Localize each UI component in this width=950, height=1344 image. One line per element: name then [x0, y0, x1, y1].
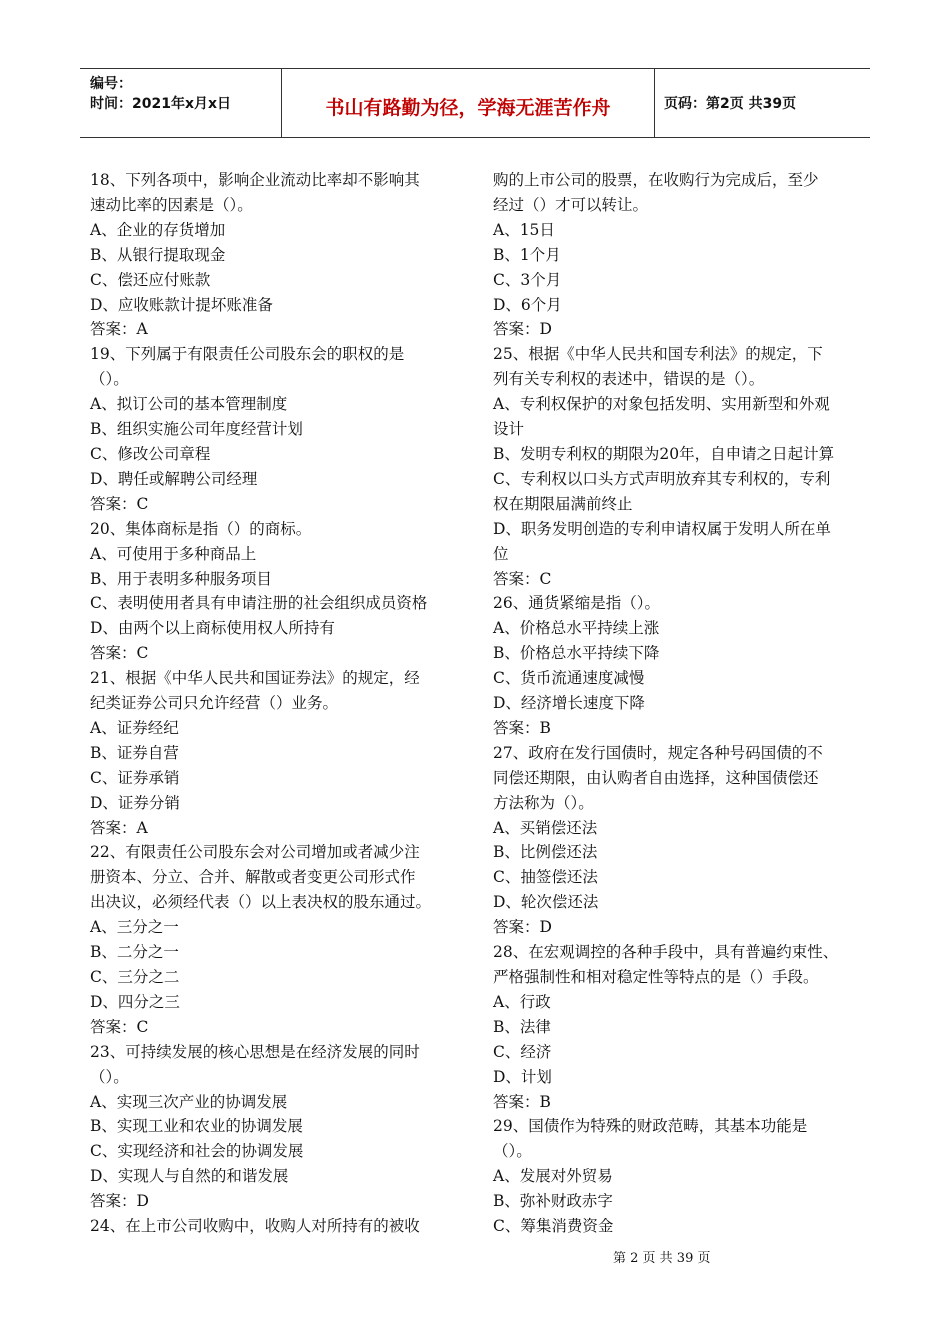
- text-line: A、拟订公司的基本管理制度: [90, 395, 288, 414]
- text-line: 24、在上市公司收购中，收购人对所持有的被收: [90, 1217, 420, 1236]
- text-line: A、发展对外贸易: [493, 1167, 613, 1186]
- text-line: 答案：D: [493, 918, 552, 937]
- text-line: 答案：B: [493, 1092, 551, 1111]
- text-line: D、轮次偿还法: [493, 893, 599, 912]
- text-line: 答案：C: [90, 1017, 149, 1036]
- text-line: B、组织实施公司年度经营计划: [90, 420, 303, 439]
- text-line: A、实现三次产业的协调发展: [90, 1092, 288, 1111]
- text-line: A、可使用于多种商品上: [90, 544, 257, 563]
- text-line: A、价格总水平持续上涨: [493, 619, 660, 638]
- text-line: B、证券自营: [90, 743, 179, 762]
- text-line: A、行政: [493, 992, 551, 1011]
- text-line: C、货币流通速度减慢: [493, 669, 645, 688]
- text-line: 21、根据《中华人民共和国证券法》的规定，经: [90, 669, 420, 688]
- text-line: 购的上市公司的股票，在收购行为完成后，至少: [493, 171, 819, 189]
- text-line: A、15日: [493, 220, 555, 239]
- text-line: C、经济: [493, 1042, 552, 1061]
- text-line: 严格强制性和相对稳定性等特点的是（）手段。: [493, 968, 819, 986]
- footer-page-number: 第 2 页 共 39 页: [613, 1251, 711, 1266]
- text-line: 权在期限届满前终止: [493, 494, 633, 513]
- text-line: D、证券分销: [90, 793, 180, 812]
- text-line: B、弥补财政赤字: [493, 1192, 613, 1211]
- text-line: D、职务发明创造的专利申请权属于发明人所在单: [493, 519, 831, 538]
- text-line: C、偿还应付账款: [90, 270, 211, 289]
- text-line: 速动比率的因素是（）。: [90, 195, 253, 214]
- text-line: C、修改公司章程: [90, 444, 211, 463]
- text-line: 方法称为（）。: [493, 793, 594, 812]
- text-line: C、实现经济和社会的协调发展: [90, 1142, 304, 1161]
- text-line: 27、政府在发行国债时，规定各种号码国债的不: [493, 743, 823, 762]
- text-line: 答案：C: [493, 569, 552, 588]
- text-line: B、价格总水平持续下降: [493, 644, 660, 663]
- text-line: B、实现工业和农业的协调发展: [90, 1117, 303, 1136]
- text-line: 出决议，必须经代表（）以上表决权的股东通过。: [90, 893, 432, 912]
- text-line: 答案：C: [90, 494, 149, 513]
- time-label: 时间：2021年x月x日: [90, 96, 232, 112]
- text-line: C、筹集消费资金: [493, 1217, 614, 1236]
- text-line: （）。: [493, 1142, 532, 1161]
- text-line: 22、有限责任公司股东会对公司增加或者减少注: [90, 843, 420, 862]
- motto-text: 书山有路勤为径，学海无涯苦作舟: [325, 97, 611, 119]
- text-line: 纪类证券公司只允许经营（）业务。: [90, 694, 339, 713]
- text-line: D、聘任或解聘公司经理: [90, 469, 258, 488]
- text-line: 同偿还期限，由认购者自由选择，这种国债偿还: [493, 768, 819, 787]
- text-line: B、二分之一: [90, 943, 179, 962]
- left-column: [90, 168, 468, 1239]
- text-line: B、发明专利权的期限为20年，自申请之日起计算: [493, 444, 835, 463]
- text-line: C、表明使用者具有申请注册的社会组织成员资格: [90, 594, 428, 613]
- text-line: B、法律: [493, 1017, 551, 1036]
- text-line: C、3个月: [493, 270, 562, 289]
- header-info-cell: [80, 69, 280, 137]
- text-line: 25、根据《中华人民共和国专利法》的规定，下: [493, 345, 823, 364]
- text-line: 经过（）才可以转让。: [493, 195, 649, 214]
- text-line: C、证券承销: [90, 768, 180, 787]
- text-line: D、实现人与自然的和谐发展: [90, 1167, 289, 1186]
- text-line: A、企业的存货增加: [90, 220, 226, 239]
- header-motto-cell: [281, 69, 655, 137]
- right-column: [493, 168, 871, 1239]
- text-line: （）。: [90, 1067, 129, 1086]
- text-line: D、应收账款计提坏账准备: [90, 295, 273, 314]
- text-line: D、由两个以上商标使用权人所持有: [90, 619, 335, 638]
- text-line: 28、在宏观调控的各种手段中，具有普遍约束性、: [493, 943, 839, 962]
- page-number-label: 页码：第2页 共39页: [664, 96, 797, 112]
- text-line: C、三分之二: [90, 968, 180, 986]
- text-line: A、专利权保护的对象包括发明、实用新型和外观: [493, 395, 830, 414]
- text-line: A、买销偿还法: [493, 818, 598, 837]
- text-line: 29、国债作为特殊的财政范畴，其基本功能是: [493, 1117, 808, 1136]
- text-line: D、计划: [493, 1067, 552, 1086]
- text-line: 答案：D: [493, 320, 552, 339]
- text-line: 列有关专利权的表述中，错误的是（）。: [493, 370, 765, 389]
- text-line: 23、可持续发展的核心思想是在经济发展的同时: [90, 1042, 420, 1061]
- text-line: 答案：C: [90, 644, 149, 663]
- text-line: B、用于表明多种服务项目: [90, 569, 272, 588]
- text-line: C、专利权以口头方式声明放弃其专利权的，专利: [493, 469, 831, 488]
- text-line: （）。: [90, 370, 129, 389]
- header-page-cell: [654, 69, 870, 137]
- text-line: 20、集体商标是指（）的商标。: [90, 519, 312, 538]
- text-line: B、1个月: [493, 245, 561, 264]
- text-line: 答案：D: [90, 1192, 149, 1211]
- text-line: A、证券经纪: [90, 718, 179, 737]
- text-line: D、四分之三: [90, 992, 180, 1011]
- text-line: 册资本、分立、合并、解散或者变更公司形式作: [90, 868, 416, 887]
- text-line: 答案：A: [90, 320, 148, 339]
- text-line: D、6个月: [493, 295, 562, 314]
- page-header: [80, 68, 870, 138]
- text-line: 答案：B: [493, 718, 551, 737]
- text-line: 答案：A: [90, 818, 148, 837]
- text-line: 设计: [493, 420, 525, 439]
- text-line: D、经济增长速度下降: [493, 694, 645, 713]
- text-line: B、比例偿还法: [493, 843, 598, 862]
- text-line: 26、通货紧缩是指（）。: [493, 594, 660, 613]
- text-line: C、抽签偿还法: [493, 868, 598, 887]
- text-line: 位: [493, 544, 509, 563]
- text-line: 19、下列属于有限责任公司股东会的职权的是: [90, 345, 405, 364]
- text-line: A、三分之一: [90, 918, 179, 937]
- text-line: B、从银行提取现金: [90, 245, 226, 264]
- number-label: 编号：: [90, 76, 132, 92]
- text-line: 18、下列各项中，影响企业流动比率却不影响其: [90, 171, 420, 189]
